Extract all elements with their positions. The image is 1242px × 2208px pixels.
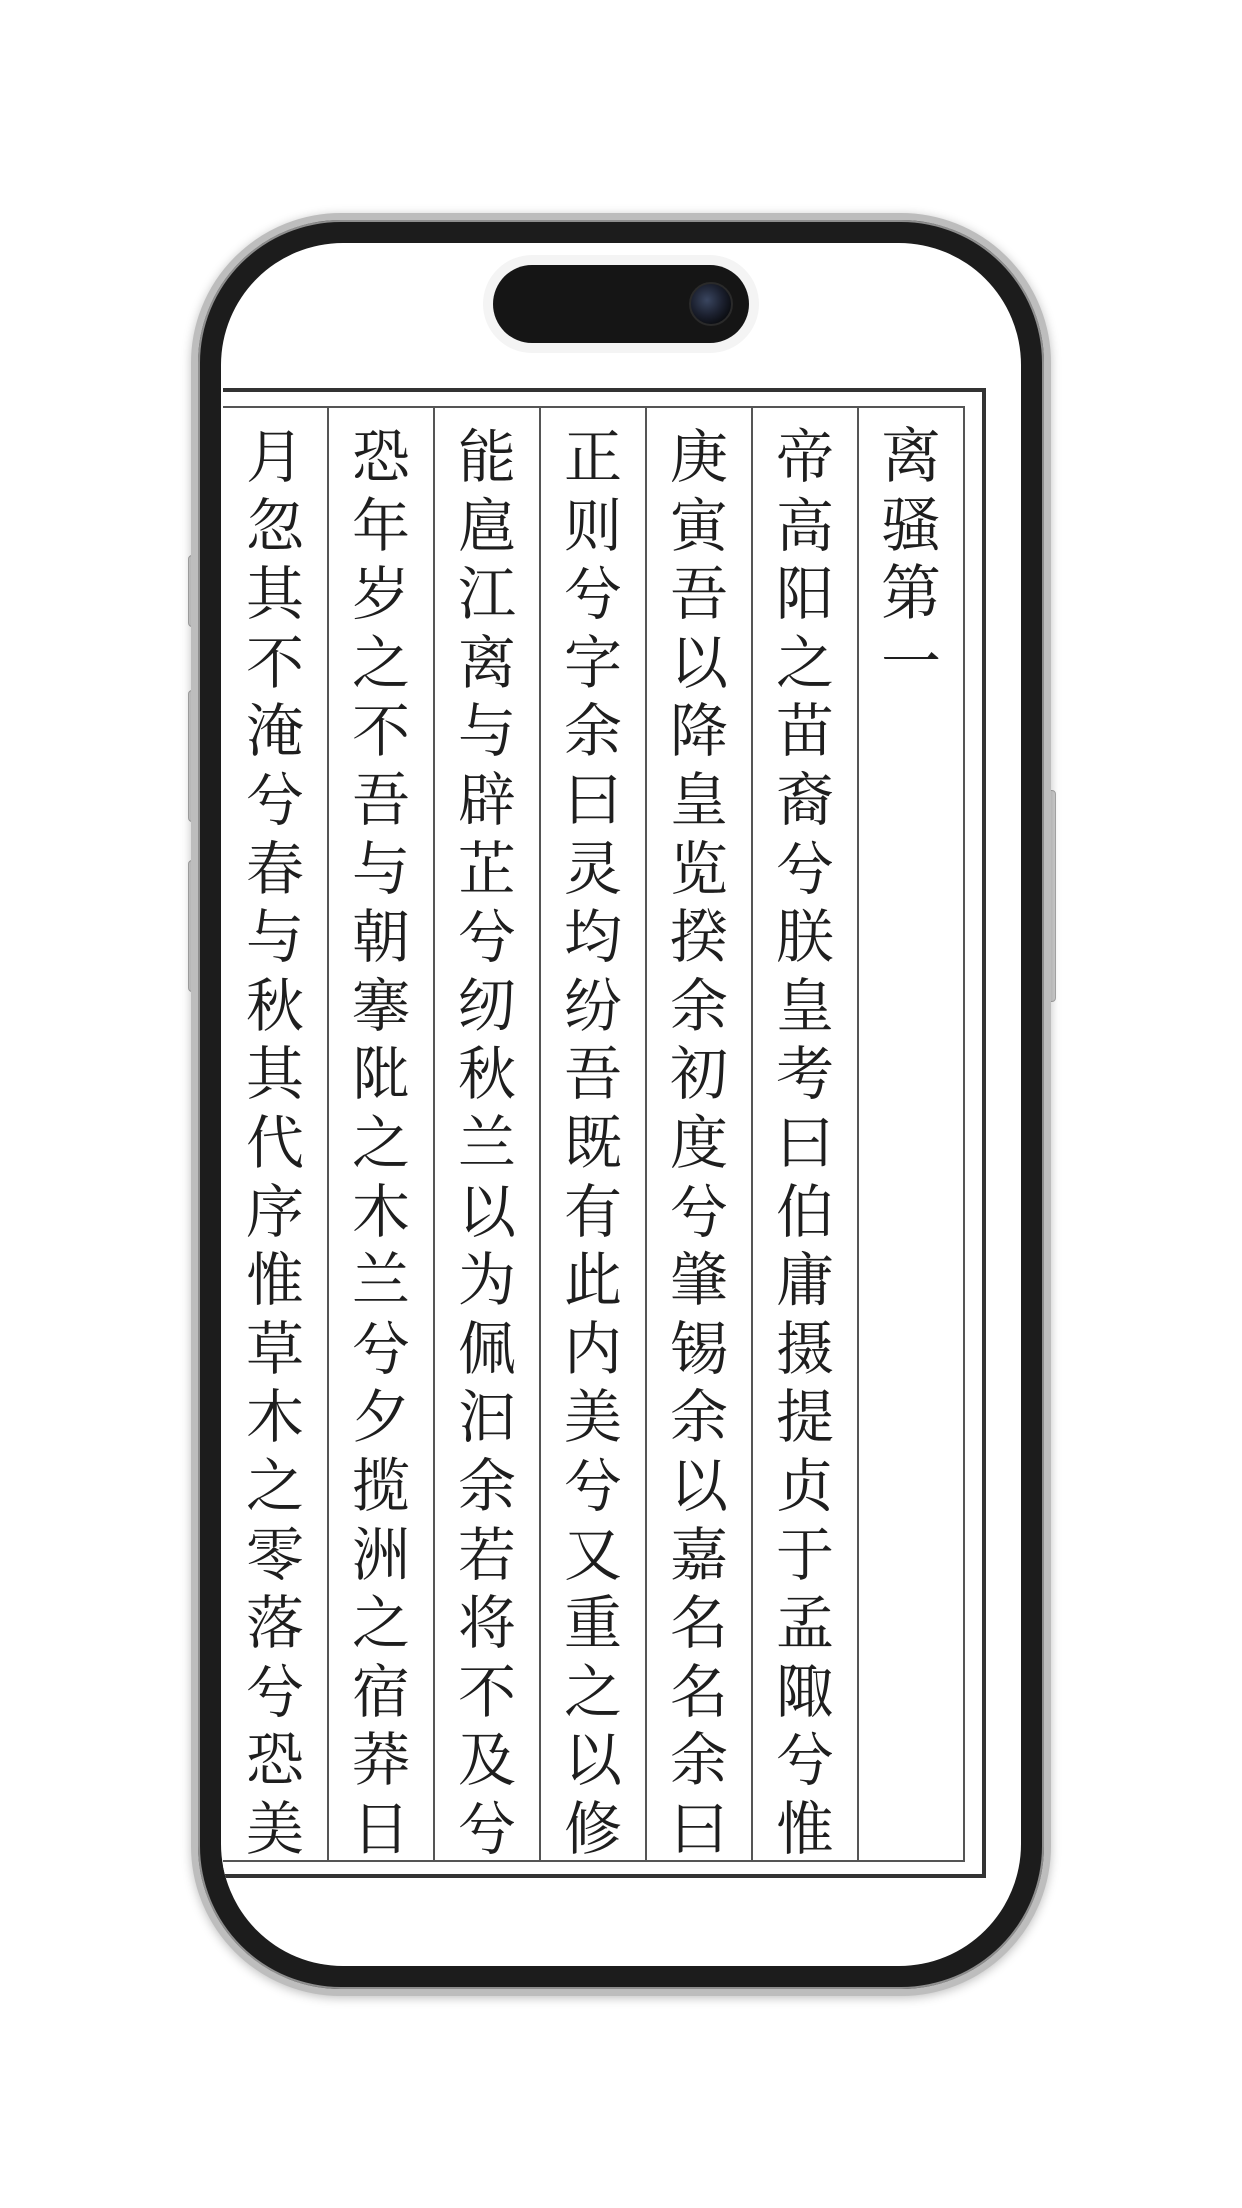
verse-char: 落: [245, 1589, 304, 1658]
verse-char: 兮: [775, 1726, 834, 1795]
verse-char: 与: [457, 697, 516, 766]
verse-char: 与: [351, 834, 410, 903]
verse-char: 陬: [775, 1657, 834, 1726]
verse-char: 阰: [351, 1040, 410, 1109]
verse-char: 锡: [669, 1314, 728, 1383]
verse-char: 兮: [245, 765, 304, 834]
verse-char: 纷: [563, 971, 622, 1040]
verse-char: 度: [669, 1108, 728, 1177]
verse-char: 与: [245, 903, 304, 972]
verse-char: 裔: [775, 765, 834, 834]
verse-char: 之: [351, 1108, 410, 1177]
verse-char: 又: [563, 1520, 622, 1589]
verse-char: 秋: [457, 1040, 516, 1109]
verse-char: 宿: [351, 1657, 410, 1726]
title-char: 第: [881, 559, 941, 630]
verse-column-5: [327, 408, 433, 1863]
verse-char: 美: [563, 1383, 622, 1452]
verse-char: 莽: [351, 1726, 410, 1795]
verse-char: 伯: [775, 1177, 834, 1246]
verse-char: 名: [669, 1657, 728, 1726]
verse-char: 余: [669, 1726, 728, 1795]
verse-char: 肇: [669, 1246, 728, 1315]
verse-char: 重: [563, 1589, 622, 1658]
verse-char: 朝: [351, 903, 410, 972]
verse-char: 帝: [775, 423, 834, 491]
verse-char: 吾: [563, 1040, 622, 1109]
verse-char: 苗: [775, 697, 834, 766]
verse-column-4: [433, 408, 539, 1863]
verse-column-6: [223, 408, 327, 1863]
verse-char: 美: [245, 1794, 304, 1863]
verse-char: 春: [245, 834, 304, 903]
verse-char: 修: [563, 1794, 622, 1863]
verse-char: 其: [245, 560, 304, 629]
verse-char: 余: [563, 697, 622, 766]
verse-char: 之: [775, 628, 834, 697]
verse-char: 之: [563, 1657, 622, 1726]
verse-char: 兰: [351, 1246, 410, 1315]
verse-char: 吾: [669, 560, 728, 629]
verse-char: 兮: [563, 560, 622, 629]
phone-screen: [221, 243, 1021, 1966]
verse-char: 恐: [245, 1726, 304, 1795]
verse-char: 揆: [669, 903, 728, 972]
verse-char: 降: [669, 697, 728, 766]
text-grid: [223, 406, 965, 1862]
verse-char: 之: [351, 1589, 410, 1658]
verse-char: 为: [457, 1246, 516, 1315]
verse-char: 惟: [775, 1794, 834, 1863]
verse-char: 纫: [457, 971, 516, 1040]
verse-char: 以: [669, 628, 728, 697]
verse-char: 曰: [563, 765, 622, 834]
verse-char: 揽: [351, 1451, 410, 1520]
verse-char: 日: [351, 1794, 410, 1863]
verse-char: 兮: [351, 1314, 410, 1383]
verse-char: 木: [245, 1383, 304, 1452]
verse-char: 庸: [775, 1246, 834, 1315]
verse-char: 扈: [457, 491, 516, 560]
verse-char: 名: [669, 1589, 728, 1658]
verse-char: 不: [457, 1657, 516, 1726]
verse-char: 提: [775, 1383, 834, 1452]
verse-char: 代: [245, 1108, 304, 1177]
verse-char: 洲: [351, 1520, 410, 1589]
verse-char: 贞: [775, 1451, 834, 1520]
verse-char: 以: [457, 1177, 516, 1246]
verse-char: 余: [669, 1383, 728, 1452]
verse-char: 孟: [775, 1589, 834, 1658]
verse-char: 均: [563, 903, 622, 972]
verse-char: 秋: [245, 971, 304, 1040]
verse-char: 考: [775, 1040, 834, 1109]
verse-char: 淹: [245, 697, 304, 766]
verse-char: 将: [457, 1589, 516, 1658]
verse-char: 及: [457, 1726, 516, 1795]
verse-char: 不: [351, 697, 410, 766]
verse-char: 余: [669, 971, 728, 1040]
title-char: 一: [881, 627, 941, 698]
verse-char: 年: [351, 491, 410, 560]
verse-char: 惟: [245, 1246, 304, 1315]
front-camera-icon: [689, 282, 733, 326]
verse-char: 有: [563, 1177, 622, 1246]
verse-char: 木: [351, 1177, 410, 1246]
verse-char: 灵: [563, 834, 622, 903]
verse-char: 离: [457, 628, 516, 697]
title-char: 骚: [881, 490, 941, 561]
verse-char: 高: [775, 491, 834, 560]
verse-char: 兮: [669, 1177, 728, 1246]
verse-char: 嘉: [669, 1520, 728, 1589]
verse-char: 佩: [457, 1314, 516, 1383]
verse-char: 汩: [457, 1383, 516, 1452]
title-column: [857, 408, 963, 1860]
verse-char: 零: [245, 1520, 304, 1589]
verse-char: 初: [669, 1040, 728, 1109]
verse-char: 夕: [351, 1383, 410, 1452]
verse-char: 吾: [351, 765, 410, 834]
verse-char: 以: [563, 1726, 622, 1795]
verse-char: 摄: [775, 1314, 834, 1383]
verse-char: 月: [245, 423, 304, 491]
verse-char: 既: [563, 1108, 622, 1177]
verse-char: 正: [563, 423, 622, 491]
verse-char: 于: [775, 1520, 834, 1589]
verse-char: 江: [457, 560, 516, 629]
dynamic-island: [493, 265, 749, 343]
verse-char: 不: [245, 628, 304, 697]
verse-char: 忽: [245, 491, 304, 560]
verse-column-2: [645, 408, 751, 1863]
verse-char: 其: [245, 1040, 304, 1109]
verse-char: 曰: [669, 1794, 728, 1863]
verse-char: 庚: [669, 423, 728, 491]
verse-char: 兮: [457, 1794, 516, 1863]
verse-char: 恐: [351, 423, 410, 491]
verse-char: 则: [563, 491, 622, 560]
verse-char: 以: [669, 1451, 728, 1520]
verse-char: 曰: [775, 1108, 834, 1177]
verse-char: 辟: [457, 765, 516, 834]
verse-char: 此: [563, 1246, 622, 1315]
verse-char: 兮: [245, 1657, 304, 1726]
verse-char: 岁: [351, 560, 410, 629]
verse-char: 之: [245, 1451, 304, 1520]
verse-char: 之: [351, 628, 410, 697]
verse-char: 朕: [775, 903, 834, 972]
verse-char: 寅: [669, 491, 728, 560]
verse-char: 字: [563, 628, 622, 697]
verse-char: 若: [457, 1520, 516, 1589]
verse-char: 芷: [457, 834, 516, 903]
verse-char: 皇: [669, 765, 728, 834]
verse-char: 能: [457, 423, 516, 491]
verse-char: 兰: [457, 1108, 516, 1177]
verse-char: 兮: [457, 903, 516, 972]
verse-char: 兮: [775, 834, 834, 903]
verse-char: 搴: [351, 971, 410, 1040]
verse-char: 阳: [775, 560, 834, 629]
verse-char: 皇: [775, 971, 834, 1040]
verse-char: 序: [245, 1177, 304, 1246]
book-page: [223, 388, 986, 1878]
verse-char: 余: [457, 1451, 516, 1520]
verse-char: 兮: [563, 1451, 622, 1520]
verse-char: 览: [669, 834, 728, 903]
verse-column-1: [751, 408, 857, 1863]
title-char: 离: [881, 422, 941, 492]
verse-char: 内: [563, 1314, 622, 1383]
verse-column-3: [539, 408, 645, 1863]
verse-char: 草: [245, 1314, 304, 1383]
